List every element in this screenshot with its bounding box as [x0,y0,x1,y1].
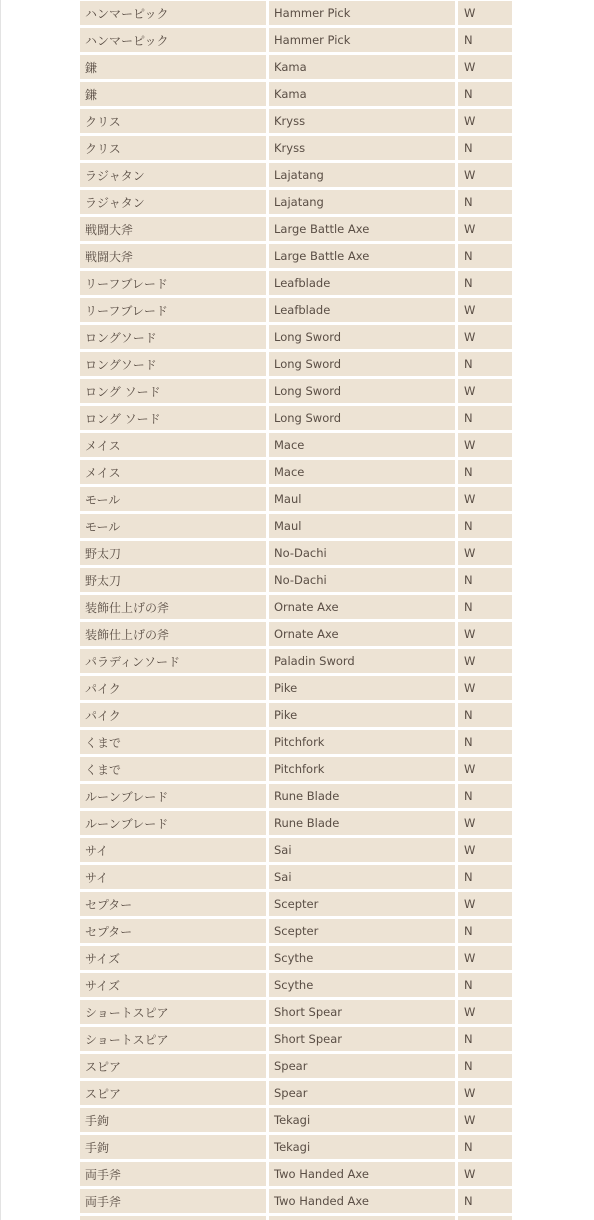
weapon-type-cell: N [458,460,512,484]
table-row [80,1000,512,1024]
japanese-name-cell: サイズ [80,946,266,970]
english-name-cell: Two Handed Axe [269,1189,455,1213]
english-name-cell: Paladin Sword [269,649,455,673]
weapon-type-cell: W [458,433,512,457]
table-row [80,244,512,268]
japanese-name-cell: クリス [80,136,266,160]
english-name-cell: Maul [269,487,455,511]
english-name-cell: Ornate Axe [269,595,455,619]
english-name-cell: Kryss [269,136,455,160]
japanese-name-cell: セプター [80,892,266,916]
english-name-cell: Pitchfork [269,730,455,754]
japanese-name-cell: ロングソード [80,352,266,376]
english-name-cell: Long Sword [269,352,455,376]
japanese-name-cell: ロング ソード [80,379,266,403]
weapon-type-cell: W [458,676,512,700]
english-name-cell: Tekagi [269,1135,455,1159]
english-name-cell: Tekagi [269,1108,455,1132]
table-row [80,784,512,808]
weapon-type-cell: N [458,784,512,808]
english-name-cell: Rune Blade [269,784,455,808]
weapon-type-cell: W [458,649,512,673]
japanese-name-cell: サイズ [80,973,266,997]
table-row [80,892,512,916]
weapon-type-cell: N [458,406,512,430]
english-name-cell: Short Spear [269,1027,455,1051]
japanese-name-cell: メイス [80,433,266,457]
table-row [80,1135,512,1159]
weapon-type-cell: N [458,973,512,997]
japanese-name-cell: 手鉤 [80,1108,266,1132]
weapon-type-cell [458,1216,512,1220]
japanese-name-cell: 両手斧 [80,1162,266,1186]
japanese-name-cell: 両手斧 [80,1189,266,1213]
table-row [80,1027,512,1051]
english-name-cell: Pike [269,703,455,727]
weapon-table-body [80,1,512,1220]
weapon-type-cell: W [458,811,512,835]
japanese-name-cell: モール [80,487,266,511]
japanese-name-cell: ショートスピア [80,1000,266,1024]
table-row [80,163,512,187]
table-row [80,406,512,430]
english-name-cell: Large Battle Axe [269,244,455,268]
japanese-name-cell: リーフブレード [80,271,266,295]
english-name-cell: Maul [269,514,455,538]
table-row [80,1216,512,1220]
weapon-type-cell: W [458,379,512,403]
japanese-name-cell: 野太刀 [80,541,266,565]
english-name-cell: Mace [269,460,455,484]
weapon-type-cell: W [458,325,512,349]
japanese-name-cell: パラディンソード [80,649,266,673]
english-name-cell: Rune Blade [269,811,455,835]
weapon-type-cell: W [458,217,512,241]
english-name-cell: Hammer Pick [269,1,455,25]
weapon-type-cell: W [458,163,512,187]
japanese-name-cell: セプター [80,919,266,943]
table-row [80,595,512,619]
english-name-cell: Long Sword [269,406,455,430]
table-row [80,973,512,997]
table-row [80,568,512,592]
japanese-name-cell: ラジャタン [80,190,266,214]
table-row [80,28,512,52]
weapon-type-cell: N [458,703,512,727]
english-name-cell: Long Sword [269,379,455,403]
japanese-name-cell [80,1216,266,1220]
japanese-name-cell: ルーンブレード [80,811,266,835]
japanese-name-cell: くまで [80,757,266,781]
table-row [80,811,512,835]
table-row [80,82,512,106]
weapon-type-cell: N [458,190,512,214]
weapon-type-cell: N [458,136,512,160]
weapon-type-cell: N [458,865,512,889]
english-name-cell: Long Sword [269,325,455,349]
table-row [80,379,512,403]
japanese-name-cell: サイ [80,865,266,889]
table-row [80,1108,512,1132]
table-row [80,649,512,673]
japanese-name-cell: クリス [80,109,266,133]
weapon-type-cell: N [458,919,512,943]
table-row [80,487,512,511]
english-name-cell: Kama [269,82,455,106]
weapon-type-cell: N [458,730,512,754]
japanese-name-cell: ハンマーピック [80,1,266,25]
table-row [80,352,512,376]
japanese-name-cell: モール [80,514,266,538]
table-row [80,514,512,538]
table-row [80,865,512,889]
weapon-type-cell: N [458,595,512,619]
weapon-type-cell: W [458,1162,512,1186]
japanese-name-cell: ロングソード [80,325,266,349]
table-row [80,622,512,646]
weapon-type-cell: W [458,109,512,133]
weapon-type-cell: N [458,568,512,592]
table-row [80,676,512,700]
japanese-name-cell: 鎌 [80,82,266,106]
japanese-name-cell: メイス [80,460,266,484]
weapon-type-cell: N [458,82,512,106]
table-row [80,190,512,214]
weapon-type-cell: W [458,892,512,916]
english-name-cell: No-Dachi [269,541,455,565]
japanese-name-cell: スピア [80,1081,266,1105]
table-row [80,703,512,727]
japanese-name-cell: パイク [80,676,266,700]
weapon-table [77,0,515,1220]
weapon-type-cell: N [458,244,512,268]
table-row [80,757,512,781]
table-row [80,1162,512,1186]
japanese-name-cell: 装飾仕上げの斧 [80,622,266,646]
english-name-cell: Pitchfork [269,757,455,781]
english-name-cell: Sai [269,838,455,862]
weapon-type-cell: W [458,757,512,781]
english-name-cell: Two Handed Axe [269,1162,455,1186]
japanese-name-cell: くまで [80,730,266,754]
table-row [80,946,512,970]
japanese-name-cell: 戦闘大斧 [80,217,266,241]
table-row [80,55,512,79]
weapon-type-cell: W [458,838,512,862]
english-name-cell: Kryss [269,109,455,133]
english-name-cell: Scythe [269,946,455,970]
weapon-type-cell: N [458,352,512,376]
table-row [80,460,512,484]
japanese-name-cell: スピア [80,1054,266,1078]
japanese-name-cell: リーフブレード [80,298,266,322]
japanese-name-cell: 手鉤 [80,1135,266,1159]
table-row [80,1189,512,1213]
japanese-name-cell: 装飾仕上げの斧 [80,595,266,619]
weapon-type-cell: W [458,946,512,970]
english-name-cell: Ornate Axe [269,622,455,646]
weapon-type-cell: W [458,487,512,511]
table-row [80,217,512,241]
english-name-cell: Spear [269,1081,455,1105]
table-row [80,433,512,457]
japanese-name-cell: ハンマーピック [80,28,266,52]
japanese-name-cell: 戦闘大斧 [80,244,266,268]
english-name-cell: Kama [269,55,455,79]
weapon-type-cell: N [458,1135,512,1159]
japanese-name-cell: ルーンブレード [80,784,266,808]
weapon-type-cell: W [458,1,512,25]
english-name-cell: Lajatang [269,190,455,214]
weapon-type-cell: W [458,298,512,322]
table-row [80,1081,512,1105]
weapon-type-cell: W [458,1000,512,1024]
english-name-cell: Hammer Pick [269,28,455,52]
weapon-type-cell: N [458,1189,512,1213]
weapon-type-cell: W [458,1081,512,1105]
weapon-type-cell: W [458,622,512,646]
table-row [80,325,512,349]
weapon-type-cell: N [458,1027,512,1051]
english-name-cell: Leafblade [269,298,455,322]
english-name-cell: No-Dachi [269,568,455,592]
japanese-name-cell: 鎌 [80,55,266,79]
english-name-cell: Leafblade [269,271,455,295]
table-row [80,298,512,322]
english-name-cell: Scythe [269,973,455,997]
english-name-cell: Short Spear [269,1000,455,1024]
english-name-cell: Mace [269,433,455,457]
english-name-cell: Scepter [269,919,455,943]
table-row [80,919,512,943]
table-row [80,730,512,754]
japanese-name-cell: パイク [80,703,266,727]
weapon-type-cell: W [458,1108,512,1132]
table-row [80,1,512,25]
english-name-cell: Pike [269,676,455,700]
weapon-type-cell: N [458,514,512,538]
table-row [80,109,512,133]
weapon-type-cell: W [458,541,512,565]
japanese-name-cell: サイ [80,838,266,862]
japanese-name-cell: 野太刀 [80,568,266,592]
table-row [80,271,512,295]
japanese-name-cell: ショートスピア [80,1027,266,1051]
english-name-cell [269,1216,455,1220]
english-name-cell: Spear [269,1054,455,1078]
english-name-cell: Lajatang [269,163,455,187]
table-row [80,838,512,862]
english-name-cell: Scepter [269,892,455,916]
weapon-type-cell: N [458,271,512,295]
weapon-type-cell: N [458,1054,512,1078]
english-name-cell: Large Battle Axe [269,217,455,241]
japanese-name-cell: ラジャタン [80,163,266,187]
weapon-type-cell: N [458,28,512,52]
table-row [80,1054,512,1078]
japanese-name-cell: ロング ソード [80,406,266,430]
english-name-cell: Sai [269,865,455,889]
weapon-type-cell: W [458,55,512,79]
table-row [80,136,512,160]
table-row [80,541,512,565]
